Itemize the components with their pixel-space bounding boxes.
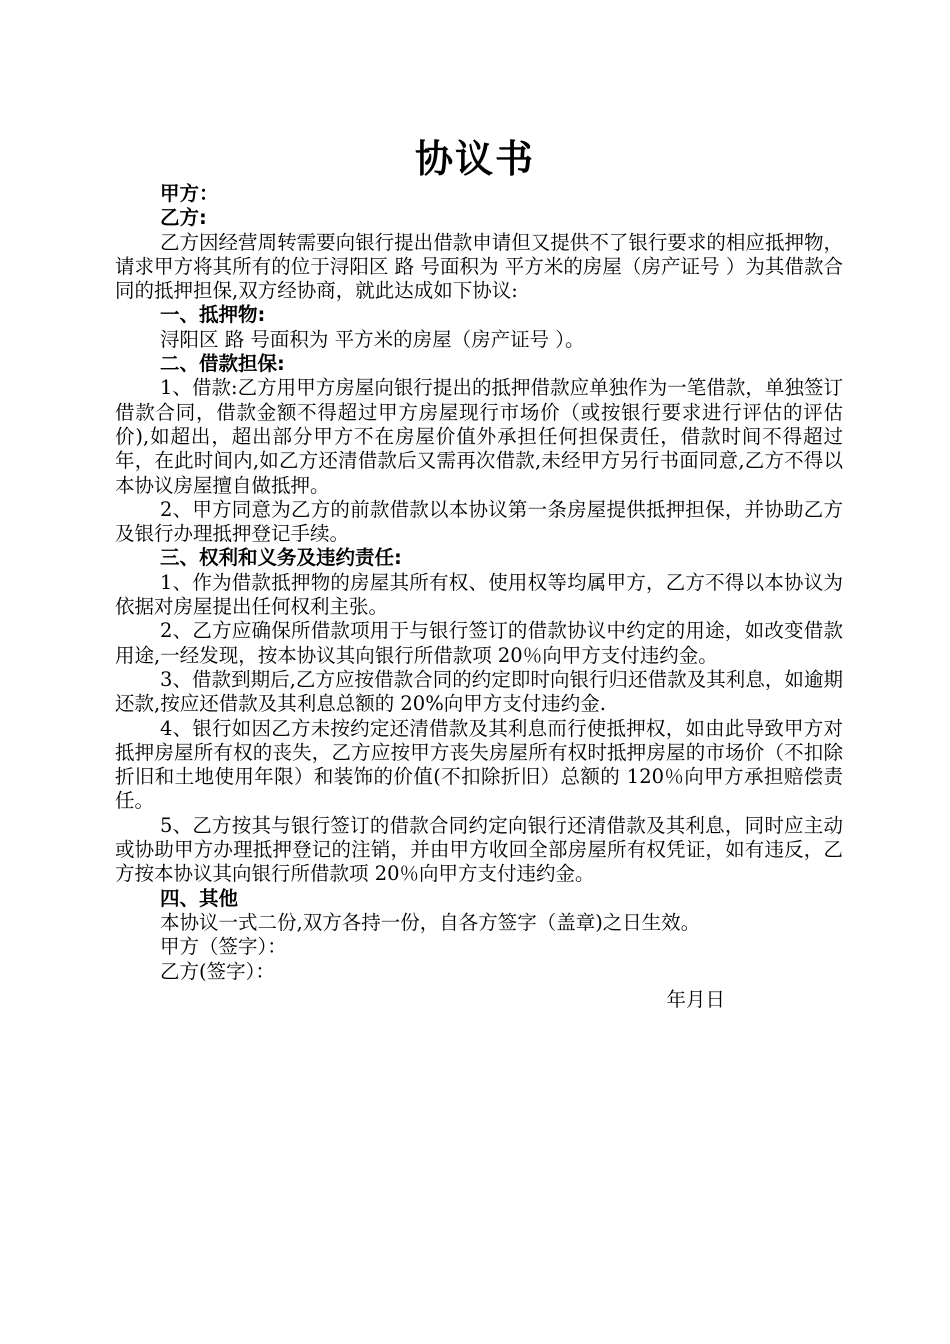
section2-heading: 二、借款担保: xyxy=(160,352,285,376)
party-a-label: 甲方： xyxy=(160,182,219,205)
section3-clause-1: 1、作为借款抵押物的房屋其所有权、使用权等均属甲方，乙方不得以本协议为依据对房屋提出任何权利主张。 xyxy=(115,570,843,619)
document-title: 协议书 xyxy=(414,137,535,181)
section1-text: 浔阳区 路 号面积为 平方米的房屋（房产证号 ）。 xyxy=(160,327,585,351)
section3-clause-4: 4、银行如因乙方未按约定还清借款及其利息而行使抵押权，如由此导致甲方对抵押房屋所有权的丧失，乙方应按甲方丧失房屋所有权时抵押房屋的市场价（不扣除折旧和土地使用年限）和装饰的价值(不扣除折旧）总额的 120％向甲方承担赔偿责任。 xyxy=(115,716,843,813)
signing-date: 年月日 xyxy=(666,987,725,1011)
section3-clause-2: 2、乙方应确保所借款项用于与银行签订的借款协议中约定的用途，如改变借款用途,一经发现，按本协议其向银行所借款项 20％向甲方支付违约金。 xyxy=(115,619,843,667)
document-body xyxy=(115,182,843,1012)
section3-heading: 三、权利和义务及违约责任: xyxy=(160,546,402,570)
signature-party-b: 乙方(签字）： xyxy=(160,959,275,983)
section1-heading: 一、抵押物: xyxy=(160,303,266,327)
section4-heading: 四、其他 xyxy=(160,886,239,910)
section2-clause-1: 1、借款:乙方用甲方房屋向银行提出的抵押借款应单独作为一笔借款，单独签订借款合同，借款金额不得超过甲方房屋现行市场价（或按银行要求进行评估的评估价),如超出，超出部分甲方不在房屋价值外承担任何担保责任，借款时间不得超过 年，在此时间内,如乙方还清借款后又需再次借款,未经甲方另行书面同意,乙方不得以本协议房屋擅自做抵押。 xyxy=(115,376,843,497)
section2-clause-2: 2、甲方同意为乙方的前款借款以本协议第一条房屋提供抵押担保，并协助乙方及银行办理抵押登记手续。 xyxy=(115,497,843,546)
section4-text: 本协议一式二份,双方各持一份，自各方签字（盖章)之日生效。 xyxy=(160,910,701,934)
signature-party-a: 甲方（签字）： xyxy=(160,935,287,959)
section3-clause-5: 5、乙方按其与银行签订的借款合同约定向银行还清借款及其利息，同时应主动或协助甲方办理抵押登记的注销，并由甲方收回全部房屋所有权凭证，如有违反，乙方按本协议其向银行所借款项 20％向甲方支付违约金。 xyxy=(115,813,843,886)
party-b-label: 乙方: xyxy=(160,206,207,230)
intro-paragraph: 乙方因经营周转需要向银行提出借款申请但又提供不了银行要求的相应抵押物，请求甲方将其所有的位于浔阳区 路 号面积为 平方米的房屋（房产证号 ）为其借款合同的抵押担保,双方经协商，就此达成如下协议: xyxy=(115,230,843,303)
section3-clause-3: 3、借款到期后,乙方应按借款合同的约定即时向银行归还借款及其利息，如逾期还款,按应还借款及其利息总额的 20%向甲方支付违约金. xyxy=(115,667,843,716)
